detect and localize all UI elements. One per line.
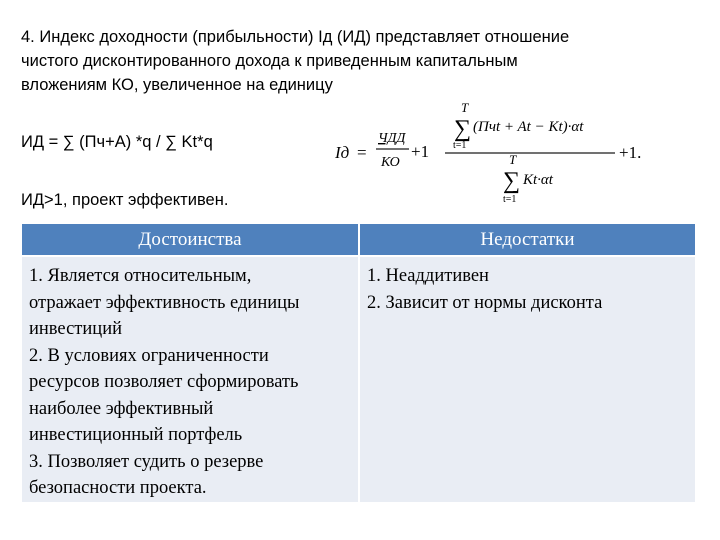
- list-item: безопасности проекта.: [29, 478, 207, 498]
- formula-lower-T: T: [509, 152, 517, 167]
- list-item: 1. Неаддитивен: [367, 266, 489, 286]
- intro-line-3: вложениям КО, увеличенное на единицу: [21, 76, 333, 94]
- list-item: 1. Является относительным,: [29, 266, 252, 286]
- table-row: [21, 256, 696, 503]
- disadvantages-cell: [359, 256, 696, 503]
- list-item: инвестиционный портфель: [29, 425, 243, 445]
- header-advantages: Достоинства: [21, 223, 359, 256]
- list-item: 2. В условиях ограниченности: [29, 345, 269, 366]
- formula-upper-T: T: [461, 100, 469, 115]
- formula-num1: ЧДД: [378, 131, 406, 146]
- list-item: инвестиций: [29, 319, 122, 339]
- list-item: наиболее эффективный: [29, 398, 214, 419]
- list-item: 3. Позволяет судить о резерве: [29, 451, 264, 472]
- list-item: 2. Зависит от нормы дисконта: [367, 292, 603, 313]
- intro-line-2: чистого дисконтированного дохода к приведенным капитальным: [21, 52, 518, 70]
- formula-text: ИД = ∑ (Пч+А) *q / ∑ Kt*q: [21, 133, 213, 151]
- header-disadvantages: Недостатки: [359, 223, 696, 256]
- formula-tail: +1.: [619, 143, 642, 162]
- advantages-cell: [21, 256, 359, 503]
- intro-line-1: 4. Индекс доходности (прибыльности) Iд (ИД) представляет отношение: [21, 28, 570, 46]
- formula-lower-t-1: t=1: [453, 140, 467, 151]
- formula-plus1: +1: [411, 142, 430, 161]
- formula-sum-1: ∑: [454, 116, 472, 142]
- formula-lower-t-2: t=1: [503, 194, 517, 205]
- list-item: отражает эффективность единицы: [29, 292, 300, 313]
- formula-den2: Kt·αt: [523, 172, 553, 188]
- formula-den1: КО: [381, 155, 400, 170]
- conclusion-text: ИД>1, проект эффективен.: [21, 191, 229, 209]
- formula-num2: (Пчt + At − Kt)·αt: [473, 119, 584, 135]
- formula-image: [333, 98, 653, 208]
- list-item: ресурсов позволяет сформировать: [29, 372, 299, 392]
- formula-lhs: Iд: [335, 143, 350, 162]
- table-header-row: [21, 223, 696, 256]
- formula-equals: =: [357, 143, 367, 162]
- formula-sum-2: ∑: [503, 168, 521, 194]
- comparison-table: [20, 222, 697, 504]
- intro-paragraph: [21, 25, 661, 97]
